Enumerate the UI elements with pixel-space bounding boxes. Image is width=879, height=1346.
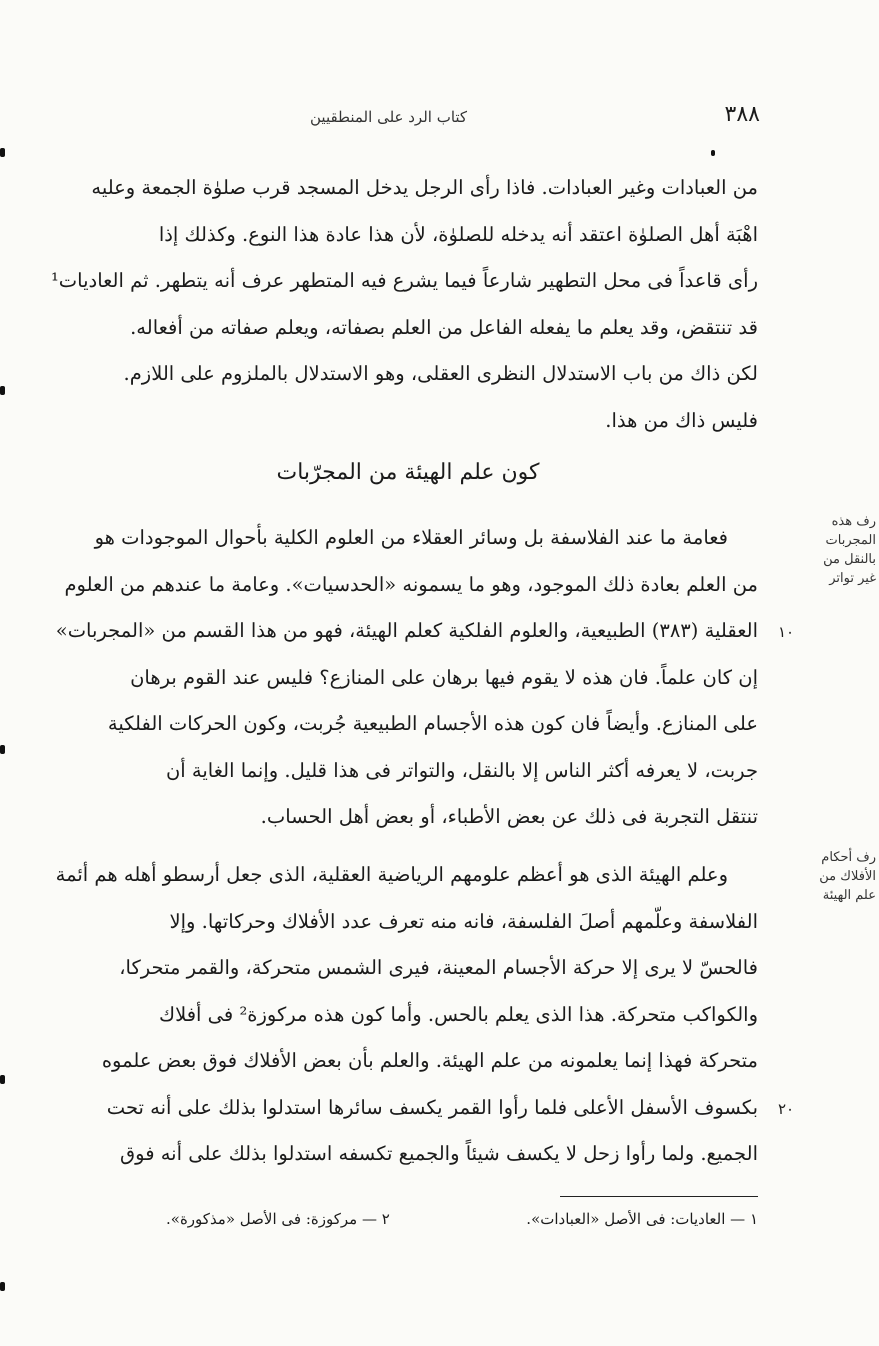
scan-mark <box>0 1282 5 1291</box>
text-line: الجميع. ولما رأوا زحل لا يكسف شيئاً والجميع تكسفه استدلوا بذلك على أنه فوق <box>119 1142 758 1165</box>
text-line: قد تنتقض، وقد يعلم ما يفعله الفاعل من العلم بصفاته، ويعلم صفاته من أفعاله. <box>130 315 758 339</box>
scan-mark <box>0 745 5 754</box>
scan-mark <box>0 1075 5 1084</box>
text-line: العقلية (٣٨٣) الطبيعية، والعلوم الفلكية كعلم الهيئة، فهو من هذا القسم من «المجربات» <box>55 619 758 642</box>
scan-mark <box>711 150 715 156</box>
text-line: فالحسّ لا يرى إلا حركة الأجسام المعينة، فيرى الشمس متحركة، والقمر متحركا، <box>119 956 758 979</box>
text-line: لكن ذاك من باب الاستدلال النظرى العقلى، وهو الاستدلال بالملزوم على اللازم. <box>123 362 758 385</box>
text-line: إن كان علماً. فان هذه لا يقوم فيها برهان على المنازع؟ فليس عند القوم برهان <box>130 665 758 689</box>
paragraph-2 <box>55 515 758 841</box>
line-number-20: ٢٠ <box>778 1100 795 1118</box>
text-line: والكواكب متحركة. هذا الذى يعلم بالحس. وأما كون هذه مركوزة² فى أفلاك <box>159 1002 758 1026</box>
text-line: على المنازع. وأيضاً فان كون هذه الأجسام الطبيعية جُربت، وكون الحركات الفلكية <box>107 712 758 735</box>
text-line: فعامة ما عند الفلاسفة بل وسائر العقلاء من العلوم الكلية بأحوال الموجودات هو <box>94 526 728 549</box>
footnote-1: ١ — العاديات: فى الأصل «العبادات». <box>526 1210 758 1228</box>
text-line: اهْبَة أهل الصلوٰة اعتقد أنه يدخله للصلوٰة، لأن هذا عادة هذا النوع. وكذلك إذا <box>158 222 758 246</box>
margin-note-line: بالنقل من <box>823 552 876 567</box>
text-line: فليس ذاك من هذا. <box>605 408 758 432</box>
text-line: متحركة فهذا إنما يعلمونه من علم الهيئة. والعلم بأن بعض الأفلاك فوق بعض علموه <box>101 1049 758 1072</box>
text-line: من العلم بعادة ذلك الموجود، وهو ما يسمونه «الحدسيات». وعامة ما عندهم من العلوم <box>64 572 758 596</box>
text-line: تنتقل التجربة فى ذلك عن بعض الأطباء، أو بعض أهل الحساب. <box>260 805 758 828</box>
margin-note-line: رف أحكام <box>821 850 876 865</box>
footnote-2: ٢ — مركوزة: فى الأصل «مذكورة». <box>166 1210 390 1228</box>
page-header <box>60 102 760 132</box>
running-head: كتاب الرد على المنطقيين <box>310 108 468 126</box>
text-line: جربت، لا يعرفه أكثر الناس إلا بالنقل، والتواتر فى هذا قليل. وإنما الغاية أن <box>165 758 758 782</box>
margin-note-line: غير تواتر <box>829 571 876 586</box>
margin-note-line: الأفلاك من <box>819 869 876 884</box>
text-line: بكسوف الأسفل الأعلى فلما رأوا القمر يكسف سائرها استدلوا بذلك على أنه تحت <box>106 1095 758 1119</box>
line-number-10: ١٠ <box>778 623 795 641</box>
margin-note-1 <box>776 512 876 588</box>
margin-note-line: رف هذه <box>831 514 876 529</box>
paragraph-3 <box>55 852 758 1178</box>
text-line: وعلم الهيئة الذى هو أعظم علومهم الرياضية العقلية، الذى جعل أرسطو أهله هم أئمة <box>55 863 728 886</box>
text-line: الفلاسفة وعلّمهم أصلَ الفلسفة، فانه منه تعرف عدد الأفلاك وحركاتها. وإلا <box>169 909 758 933</box>
margin-note-line: علم الهيئة <box>822 888 876 903</box>
text-line: من العبادات وغير العبادات. فاذا رأى الرجل يدخل المسجد قرب صلوٰة الجمعة وعليه <box>91 176 758 199</box>
margin-note-2 <box>776 848 876 905</box>
scan-mark <box>0 148 5 157</box>
section-heading: كون علم الهيئة من المجرّبات <box>276 460 540 485</box>
page-number: ٣٨٨ <box>724 102 760 127</box>
scan-mark <box>0 386 5 395</box>
footnote-rule <box>560 1196 758 1197</box>
margin-note-line: المجربات <box>825 533 876 548</box>
text-line: رأى قاعداً فى محل التطهير شارعاً فيما يشرع فيه المتطهر عرف أنه يتطهر. ثم العاديات¹ <box>50 269 758 292</box>
paragraph-1 <box>50 165 758 444</box>
